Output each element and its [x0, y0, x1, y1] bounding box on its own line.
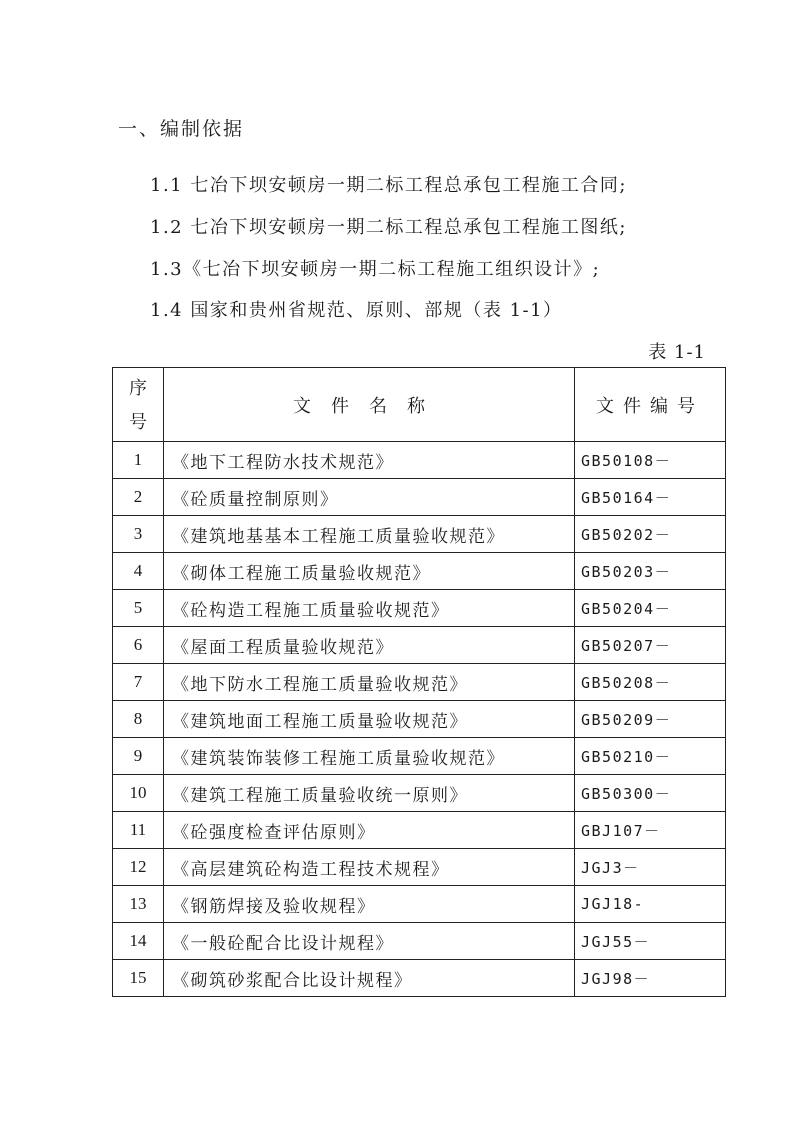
row-serial-number: 13 — [113, 886, 164, 923]
standards-table — [112, 367, 726, 997]
row-serial-number: 10 — [113, 775, 164, 812]
table-row — [113, 479, 726, 516]
row-document-code: GB50108－ — [575, 442, 726, 479]
header-document-name: 文件名称 — [164, 368, 575, 442]
row-serial-number: 14 — [113, 923, 164, 960]
table-row — [113, 664, 726, 701]
row-document-code: GB50209－ — [575, 701, 726, 738]
table-header-row — [113, 368, 726, 442]
row-document-code: GB50204－ — [575, 590, 726, 627]
table-row — [113, 516, 726, 553]
section-heading: 一、编制依据 — [118, 118, 245, 140]
row-document-code: JGJ3－ — [575, 849, 726, 886]
row-document-code: GB50203－ — [575, 553, 726, 590]
table-row — [113, 923, 726, 960]
table-row — [113, 960, 726, 997]
table-caption: 表 1-1 — [648, 342, 706, 363]
row-document-code: GB50202－ — [575, 516, 726, 553]
row-document-name: 《建筑装饰装修工程施工质量验收规范》 — [164, 738, 575, 775]
table-row — [113, 701, 726, 738]
row-serial-number: 1 — [113, 442, 164, 479]
row-serial-number: 4 — [113, 553, 164, 590]
row-serial-number: 6 — [113, 627, 164, 664]
row-document-name: 《砌筑砂浆配合比设计规程》 — [164, 960, 575, 997]
row-document-name: 《地下工程防水技术规范》 — [164, 442, 575, 479]
row-document-code: GB50207－ — [575, 627, 726, 664]
basis-item: 1.2 七冶下坝安顿房一期二标工程总承包工程施工图纸; — [150, 217, 627, 238]
row-serial-number: 3 — [113, 516, 164, 553]
header-serial-number — [113, 368, 164, 442]
row-serial-number: 11 — [113, 812, 164, 849]
row-document-name: 《建筑地面工程施工质量验收规范》 — [164, 701, 575, 738]
row-serial-number: 5 — [113, 590, 164, 627]
row-serial-number: 2 — [113, 479, 164, 516]
row-document-code: JGJ18- — [575, 886, 726, 923]
row-document-code: JGJ55－ — [575, 923, 726, 960]
row-document-code: GB50208－ — [575, 664, 726, 701]
row-serial-number: 12 — [113, 849, 164, 886]
row-document-name: 《一般砼配合比设计规程》 — [164, 923, 575, 960]
row-document-name: 《高层建筑砼构造工程技术规程》 — [164, 849, 575, 886]
row-document-name: 《砌体工程施工质量验收规范》 — [164, 553, 575, 590]
basis-item: 1.4 国家和贵州省规范、原则、部规（表 1-1） — [150, 300, 563, 321]
row-document-code: JGJ98－ — [575, 960, 726, 997]
header-serial-line2: 号 — [129, 411, 147, 432]
row-serial-number: 8 — [113, 701, 164, 738]
table-row — [113, 775, 726, 812]
row-serial-number: 9 — [113, 738, 164, 775]
table-row — [113, 627, 726, 664]
table-row — [113, 738, 726, 775]
row-document-code: GB50210－ — [575, 738, 726, 775]
row-document-code: GB50164－ — [575, 479, 726, 516]
row-serial-number: 7 — [113, 664, 164, 701]
header-document-code: 文件编号 — [575, 368, 726, 442]
basis-item: 1.1 七冶下坝安顿房一期二标工程总承包工程施工合同; — [150, 175, 627, 196]
table-row — [113, 886, 726, 923]
header-serial-line1: 序 — [129, 377, 147, 398]
row-serial-number: 15 — [113, 960, 164, 997]
table-row — [113, 812, 726, 849]
row-document-code: GB50300－ — [575, 775, 726, 812]
row-document-code: GBJ107－ — [575, 812, 726, 849]
table-row — [113, 590, 726, 627]
table-row — [113, 442, 726, 479]
row-document-name: 《屋面工程质量验收规范》 — [164, 627, 575, 664]
table-row — [113, 849, 726, 886]
table-row — [113, 553, 726, 590]
basis-item: 1.3《七冶下坝安顿房一期二标工程施工组织设计》; — [150, 259, 601, 280]
row-document-name: 《砼质量控制原则》 — [164, 479, 575, 516]
row-document-name: 《建筑地基基本工程施工质量验收规范》 — [164, 516, 575, 553]
row-document-name: 《砼强度检查评估原则》 — [164, 812, 575, 849]
row-document-name: 《地下防水工程施工质量验收规范》 — [164, 664, 575, 701]
row-document-name: 《钢筋焊接及验收规程》 — [164, 886, 575, 923]
row-document-name: 《建筑工程施工质量验收统一原则》 — [164, 775, 575, 812]
row-document-name: 《砼构造工程施工质量验收规范》 — [164, 590, 575, 627]
